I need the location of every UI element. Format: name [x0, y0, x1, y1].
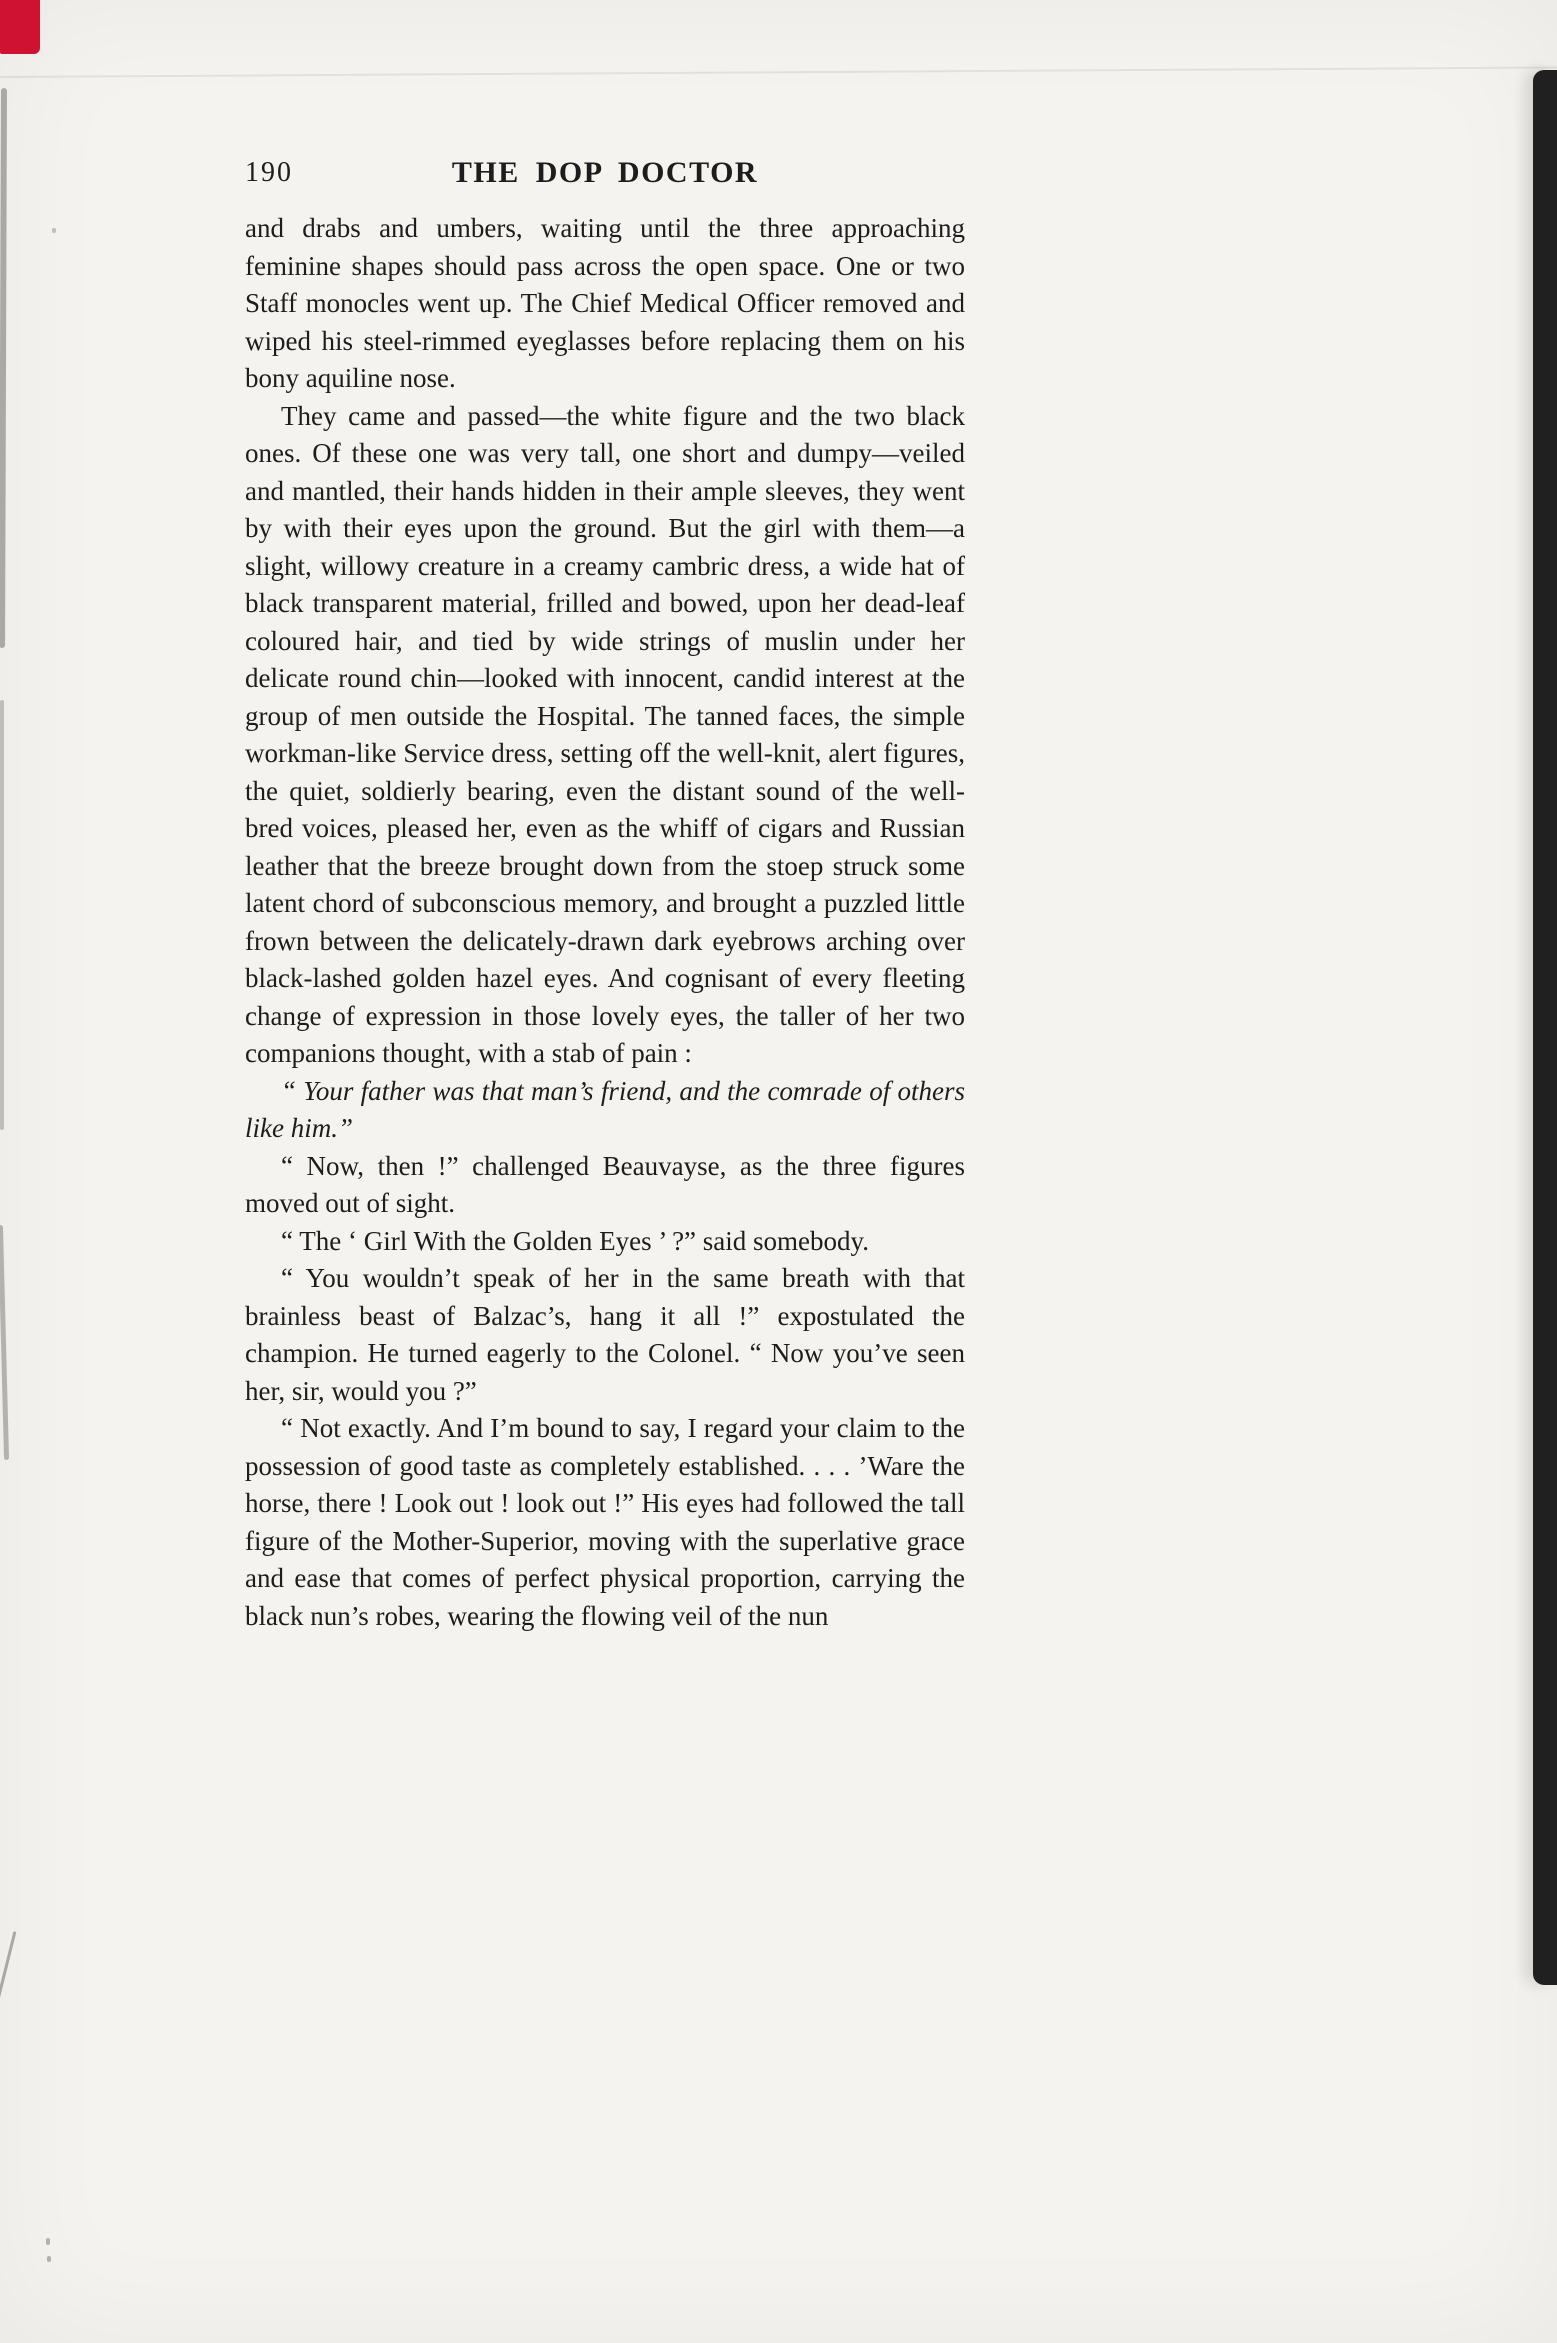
scan-left-streak — [0, 700, 4, 1130]
scan-speck — [47, 2256, 51, 2262]
paragraph: “ Not exactly. And I’m bound to say, I regard your claim to the possession of good taste as completely established. . . . ’Ware the horse, there ! Look out ! look out !” His eyes had followed the tall figure of the Mother-Superior, moving with the superlative grace and ease that comes of perfect physical proportion, carrying the black nun’s robes, wearing the flowing veil of the nun — [245, 1413, 965, 1631]
paragraph-continuation: and drabs and umbers, waiting until the three approaching feminine shapes should pass across the open space. One or two Staff monocles went up. The Chief Medical Officer removed and wiped his steel-rimmed eyeglasses before replacing them on his bony aquiline nose. — [245, 213, 965, 393]
page-header — [245, 152, 965, 194]
scan-left-streak — [0, 1931, 16, 2024]
scan-left-streak — [0, 88, 7, 648]
scan-speck — [46, 2238, 50, 2245]
paragraph: “ The ‘ Girl With the Golden Eyes ’ ?” said somebody. — [281, 1225, 870, 1256]
scan-left-streak — [0, 1225, 9, 1460]
running-title: THE DOP DOCTOR — [451, 156, 759, 189]
text-column — [245, 152, 965, 1635]
scan-red-corner-mark — [0, 0, 40, 54]
scan-right-edge-shadow — [1533, 70, 1557, 1985]
paragraph: “ You wouldn’t speak of her in the same breath with that brainless beast of Balzac’s, hang it all !” expostulated the champion. He turned eagerly to the Colonel. “ Now you’ve seen her, sir, would you ?” — [245, 1263, 965, 1406]
paragraph: They came and passed—the white figure and the two black ones. Of these one was very tall, one short and dumpy—veiled and mantled, their hands hidden in their ample sleeves, they went by with their eyes upon the ground. But the girl with them—a slight, willowy creature in a creamy cambric dress, a wide hat of black transparent material, frilled and bowed, upon her dead-leaf coloured hair, and tied by wide strings of muslin under her delicate round chin—looked with innocent, candid interest at the group of men outside the Hospital. The tanned faces, the simple workman-like Service dress, setting off the well-knit, alert figures, the quiet, soldierly bearing, even the distant sound of the well-bred voices, pleased her, even as the whiff of cigars and Russian leather that the breeze brought down from the stoep struck some latent chord of subconscious memory, and brought a puzzled little frown between the delicately-drawn dark eyebrows arching over black-lashed golden hazel eyes. And cognisant of every fleeting change of expression in those lovely eyes, the taller of her two companions thought, with a stab of pain : — [245, 400, 965, 1068]
paragraph: “ Now, then !” challenged Beauvayse, as the three figures moved out of sight. — [245, 1150, 965, 1218]
paragraph-italic-quote: “ Your father was that man’s friend, and the comrade of others like him.” — [245, 1075, 965, 1143]
scan-speck — [52, 228, 56, 233]
page-number: 190 — [245, 157, 293, 188]
scan-top-edge-line — [0, 66, 1557, 78]
